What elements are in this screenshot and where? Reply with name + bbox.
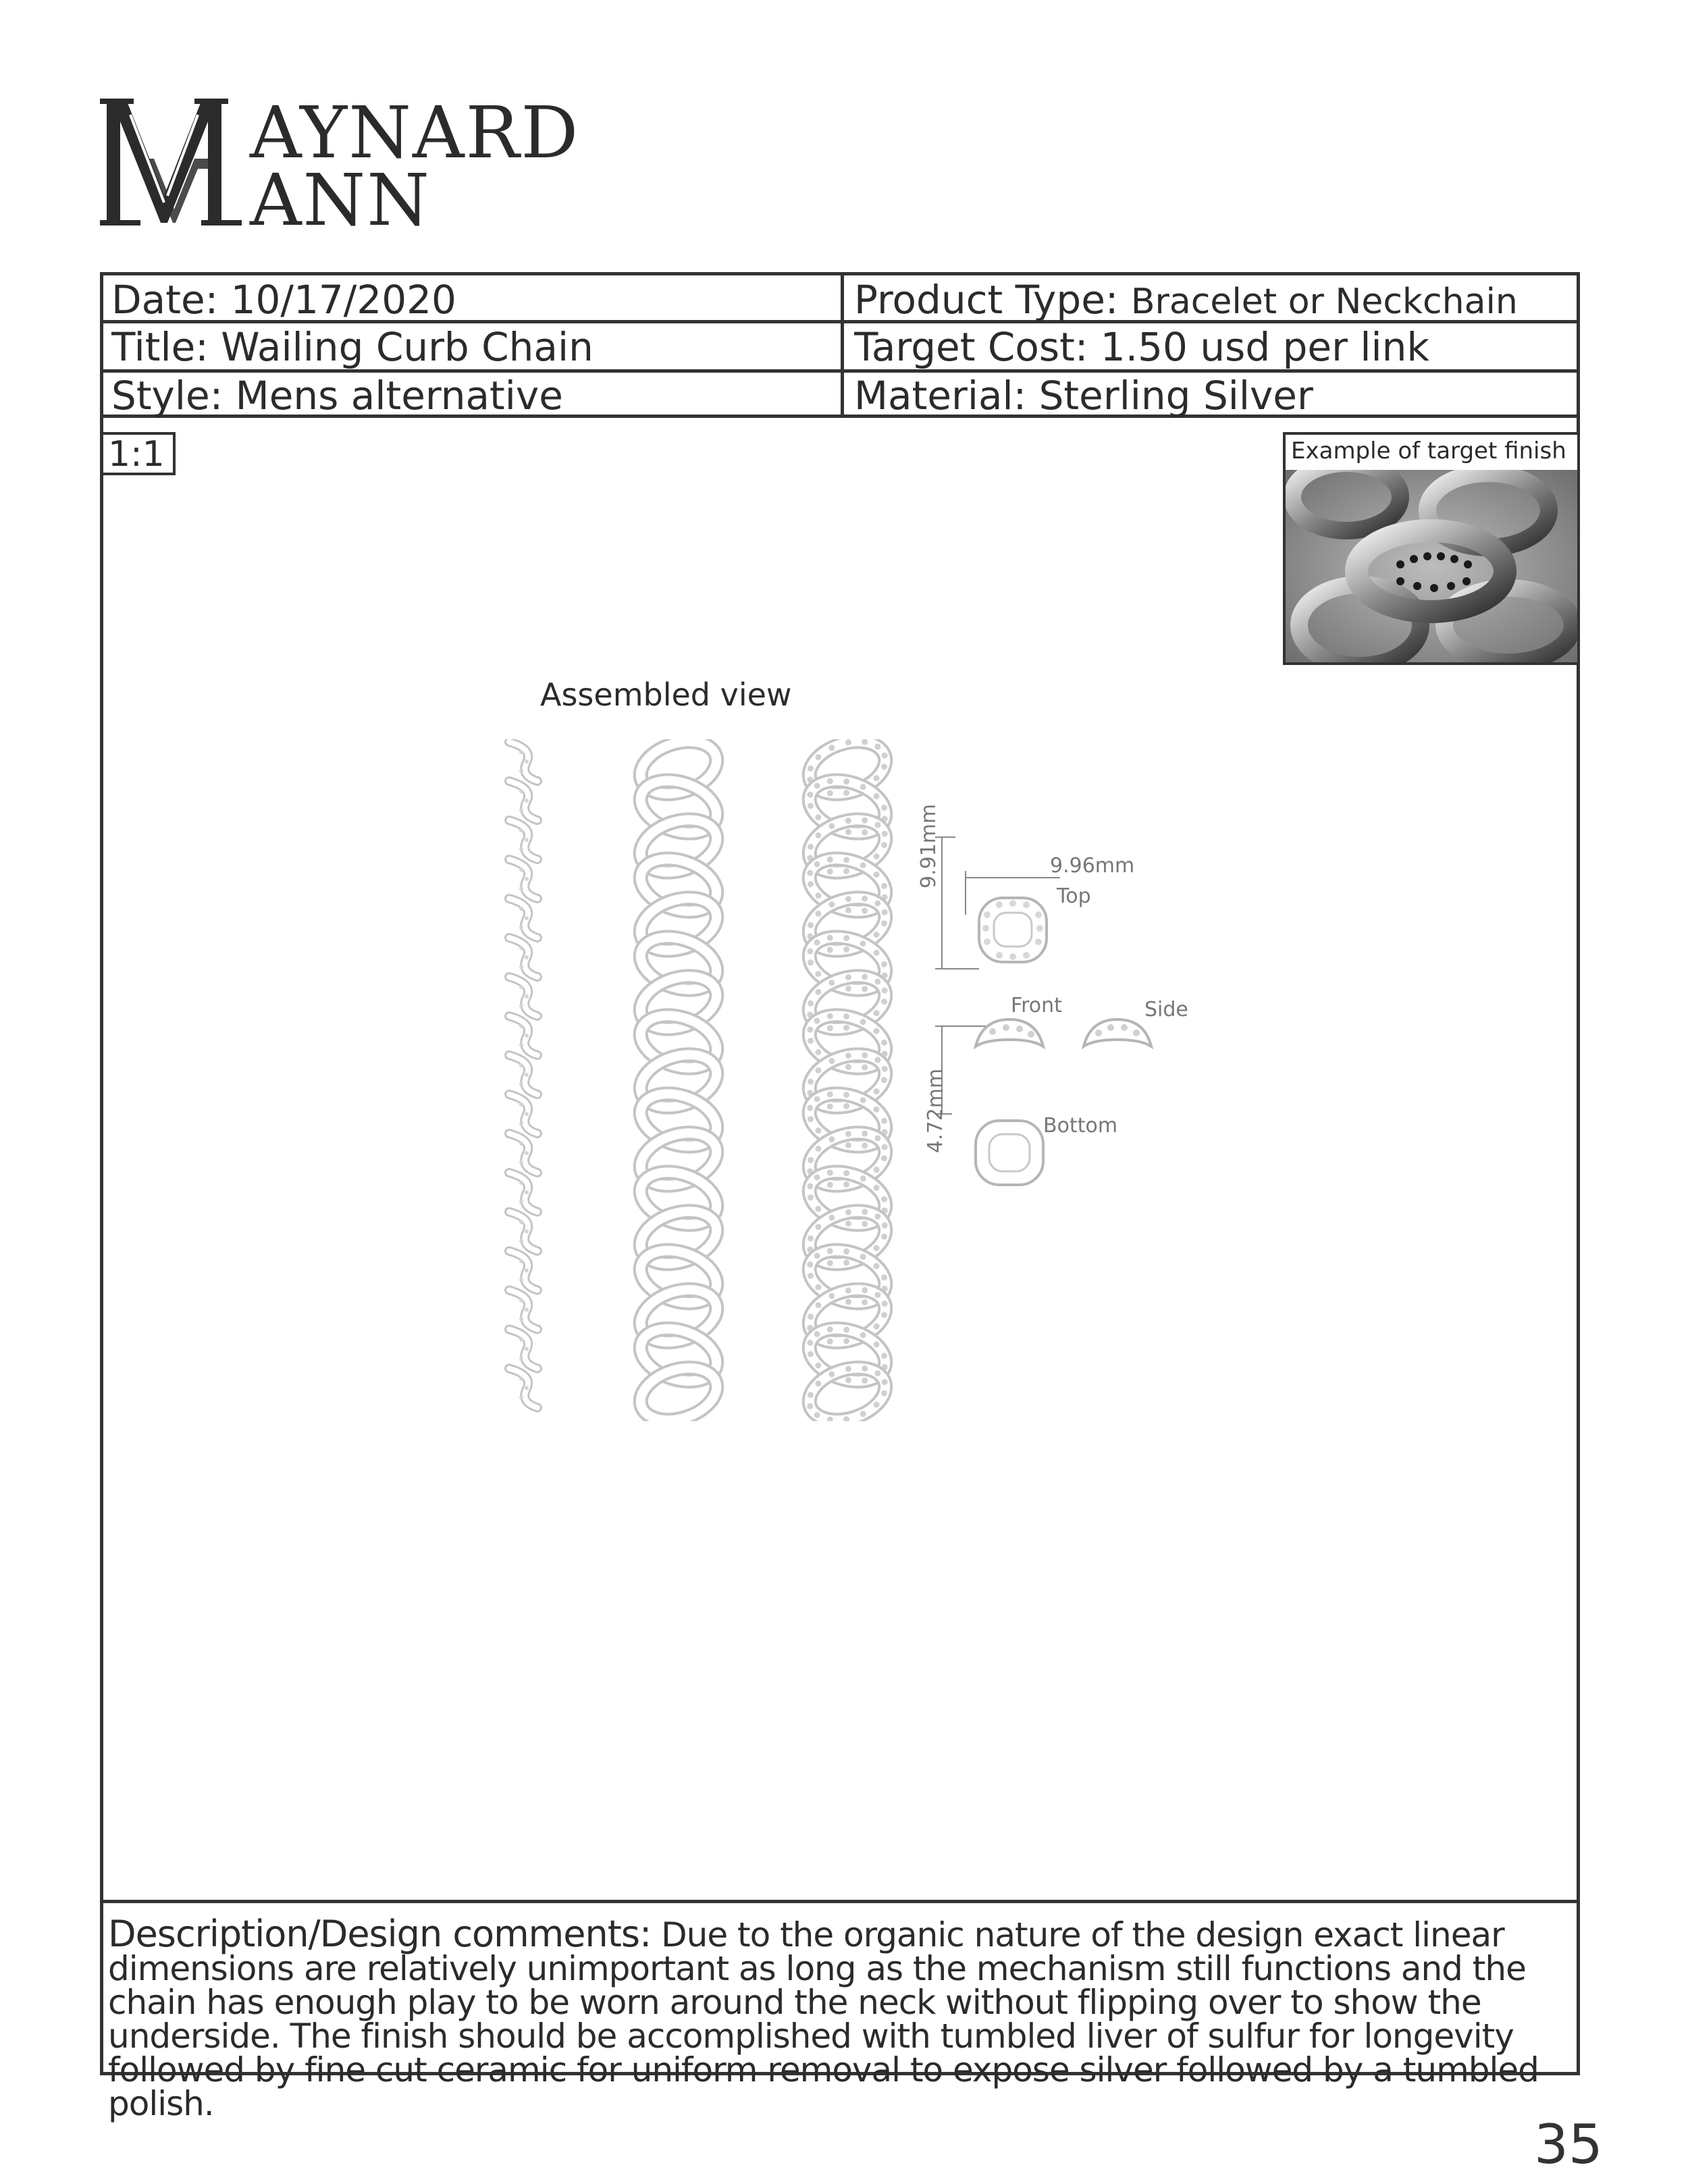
title-label: Title: [111,324,209,370]
material-label: Material: [854,373,1027,419]
date-value: 10/17/2020 [230,277,456,323]
chain-link [509,1134,537,1173]
description-text: Due to the organic nature of the design exact linear dimensions are relatively unimportant as long as the mechanism still functions and the chain has enough play to be worn around the neck without flipping over to show the underside. The finish should be accomplished with tumbled liver of sulfur for longevity followed by fine cut ceramic for uniform removal to expose silver followed by a tumbled polish. [108,1915,1539,2123]
chain-link [509,742,537,781]
chain-link [509,1329,537,1368]
chain-link [509,1016,537,1055]
product-type-value: Bracelet or Neckchain [1130,282,1518,322]
mm-monogram-icon [100,95,255,230]
title-value: Wailing Curb Chain [221,324,594,370]
chain-link [509,781,537,820]
chain-link [509,859,537,899]
target-cost-cell [854,323,1429,370]
header-column-divider [841,275,844,415]
chain-front-view [631,739,726,1421]
assembled-view-title: Assembled view [540,676,792,713]
chain-textured-view [800,739,895,1421]
date-cell [111,275,456,323]
product-type-cell [854,275,1518,323]
description-block [108,1913,1573,2123]
chain-link [509,977,537,1016]
target-finish-photo [1286,470,1577,662]
style-cell [111,371,563,419]
company-logo [100,91,586,242]
title-cell [111,323,594,370]
chain-link [509,1251,537,1290]
chain-link [509,1368,537,1408]
dim-width-label: 9.96mm [1050,854,1135,878]
description-label: Description/Design comments: [108,1913,652,1955]
chain-link [509,938,537,977]
view-bottom-label: Bottom [1043,1114,1118,1138]
dim-thickness-label: 4.72mm [924,1068,947,1153]
page-number: 35 [1534,2113,1603,2176]
material-cell [854,371,1313,419]
target-cost-value: 1.50 usd per link [1100,324,1429,370]
style-value: Mens alternative [235,373,563,419]
scale-indicator: 1:1 [100,432,176,475]
chain-link [509,899,537,938]
chain-link [509,1290,537,1329]
chain-link [509,820,537,859]
chain-link [509,1173,537,1212]
chain-link [509,1212,537,1251]
chain-side-view [500,739,547,1421]
target-finish-label: Example of target finish [1291,437,1566,464]
target-cost-label: Target Cost: [854,324,1088,370]
style-label: Style: [111,373,223,419]
dim-height-label: 9.91mm [917,803,941,888]
product-type-label: Product Type: [854,277,1119,323]
material-value: Sterling Silver [1038,373,1313,419]
logo-word-line2: ANN [250,159,431,242]
chain-link [509,1055,537,1094]
date-label: Date: [111,277,219,323]
view-side-label: Side [1144,998,1188,1021]
view-front-label: Front [1011,994,1062,1017]
chain-link [509,1094,537,1134]
spec-header-table [100,272,1580,418]
logo-word-line1: AYNARD [250,91,580,174]
view-top-label: Top [1057,884,1091,908]
